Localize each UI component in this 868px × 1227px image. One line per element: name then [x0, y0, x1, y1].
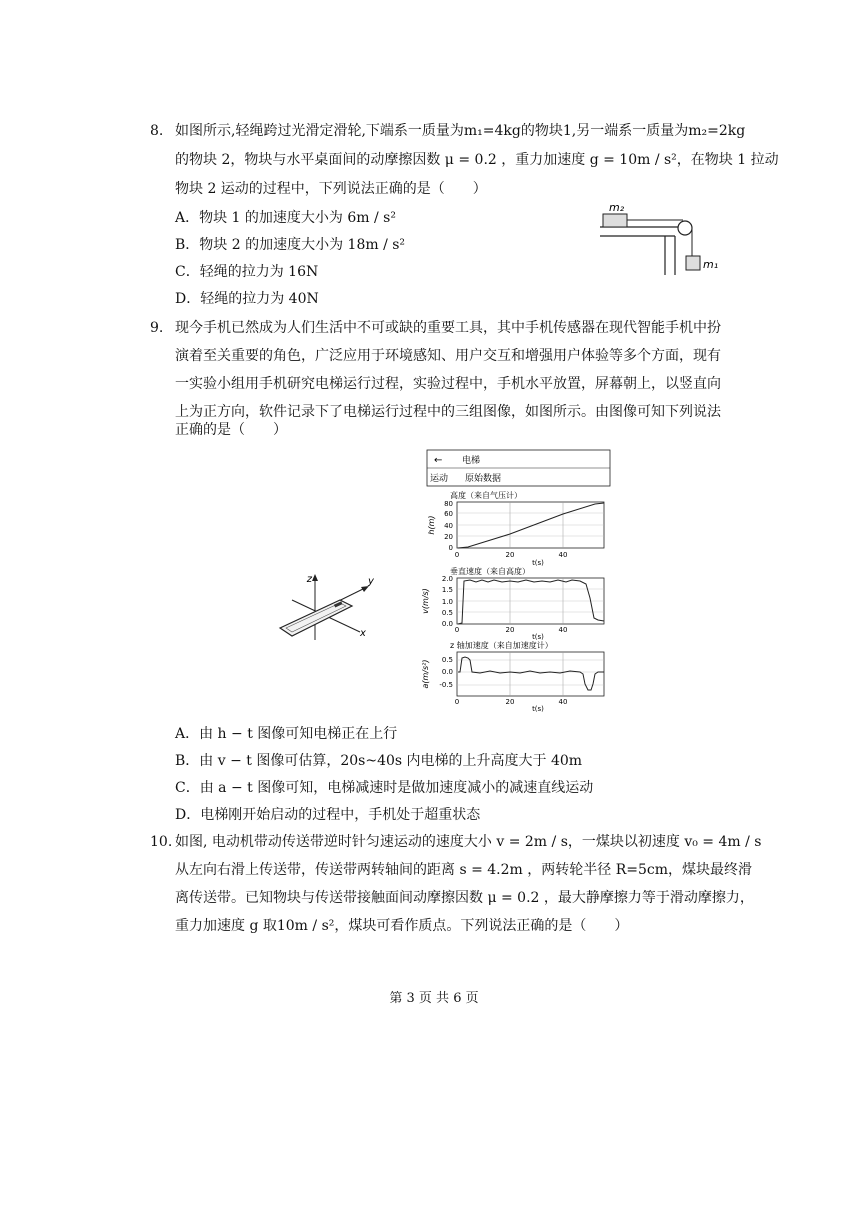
q8-line-3: 物块 2 运动的过程中，下列说法正确的是（ ） — [175, 181, 487, 197]
chart2-ytick-2.0: 2.0 — [441, 575, 453, 583]
axis-z-label: z — [306, 574, 312, 585]
page-footer: 第 3 页 共 6 页 — [389, 991, 479, 1006]
q8-option-b: B．物块 2 的加速度大小为 18m / s² — [175, 237, 406, 253]
app-title: 电梯 — [462, 456, 481, 466]
chart2-xtick-40: 40 — [558, 626, 568, 634]
tab-motion: 运动 — [430, 474, 449, 484]
q8-option-c: C．轻绳的拉力为 16N — [175, 264, 319, 280]
chart3-title: z 轴加速度（来自加速度计） — [450, 641, 553, 650]
chart3-xlabel: t(s) — [532, 705, 544, 713]
label-m2: m₂ — [609, 201, 625, 214]
label-m1: m₁ — [703, 258, 719, 271]
q9-line-5: 正确的是（ ） — [175, 422, 287, 438]
q9-option-b: B．由 v − t 图像可估算，20s~40s 内电梯的上升高度大于 40m — [175, 753, 583, 769]
elevator-app-figure — [410, 448, 615, 716]
q8-line-2: 的物块 2，物块与水平桌面间的动摩擦因数 μ = 0.2 ，重力加速度 g = 10m / s²，在物块 1 拉动 — [175, 152, 779, 168]
q8-pulley-figure — [585, 200, 725, 280]
q9-line-1: 现今手机已然成为人们生活中不可或缺的重要工具，其中手机传感器在现代智能手机中扮 — [175, 320, 721, 336]
q9-number: 9. — [150, 320, 164, 336]
block-m1 — [686, 256, 700, 270]
q10-line-4: 重力加速度 g 取10m / s²，煤块可看作质点。下列说法正确的是（ ） — [175, 918, 629, 934]
block-m2 — [603, 214, 627, 227]
chart2-ylabel: v(m/s) — [421, 588, 430, 614]
q9-line-3: 一实验小组用手机研究电梯运行过程，实验过程中，手机水平放置，屏幕朝上，以竖直向 — [175, 376, 721, 392]
back-arrow-icon: ← — [434, 455, 443, 466]
axis-y-label: y — [368, 576, 374, 587]
q10-number: 10. — [150, 834, 173, 850]
q9-option-a: A．由 h − t 图像可知电梯正在上行 — [175, 726, 398, 742]
chart1-ylabel: h(m) — [427, 515, 436, 535]
chart3-ytick--0.5: -0.5 — [439, 681, 453, 689]
chart2-ytick-0.0: 0.0 — [441, 620, 453, 628]
chart1-ytick-60: 60 — [444, 510, 453, 518]
q9-line-4: 上为正方向，软件记录下了电梯运行过程中的三组图像，如图所示。由图像可知下列说法 — [175, 404, 721, 420]
q8-option-a: A．物块 1 的加速度大小为 6m / s² — [175, 210, 396, 226]
chart1-ytick-20: 20 — [444, 533, 453, 541]
chart1-ytick-0: 0 — [448, 544, 453, 552]
q8-line-1: 如图所示,轻绳跨过光滑定滑轮,下端系一质量为m₁=4kg的物块1,另一端系一质量为m₂=2kg — [175, 123, 746, 139]
chart2-title: 垂直速度（来自高度） — [450, 567, 530, 576]
tab-raw-data: 原始数据 — [465, 474, 502, 484]
chart3-xtick-40: 40 — [558, 698, 568, 706]
chart3-ytick-0.0: 0.0 — [441, 668, 453, 676]
chart1-xtick-20: 20 — [505, 551, 515, 559]
phone-axes-figure — [270, 570, 390, 650]
chart2-xlabel: t(s) — [532, 633, 544, 641]
q9-line-2: 演着至关重要的角色，广泛应用于环境感知、用户交互和增强用户体验等多个方面，现有 — [175, 348, 721, 364]
q8-number: 8. — [150, 123, 164, 139]
pulley — [678, 221, 692, 235]
phone-icon — [280, 600, 352, 636]
chart3-xtick-0: 0 — [454, 698, 460, 706]
chart2-ytick-1.5: 1.5 — [441, 586, 453, 594]
q10-line-1: 如图, 电动机带动传送带逆时针匀速运动的速度大小 v = 2m / s，一煤块以初速度 v₀ = 4m / s — [175, 834, 762, 850]
q8-option-d: D．轻绳的拉力为 40N — [175, 291, 319, 307]
chart2-xtick-20: 20 — [505, 626, 515, 634]
q9-option-d: D．电梯刚开始启动的过程中，手机处于超重状态 — [175, 807, 481, 823]
chart1-ytick-40: 40 — [444, 522, 453, 530]
q9-option-c: C．由 a − t 图像可知，电梯减速时是做加速度减小的减速直线运动 — [175, 780, 594, 796]
chart3-ytick-0.5: 0.5 — [441, 656, 453, 664]
chart2-ytick-0.5: 0.5 — [441, 609, 453, 617]
chart1-title: 高度（来自气压计） — [450, 491, 522, 500]
q10-line-2: 从左向右滑上传送带，传送带两转轴间的距离 s = 4.2m ，两转轮半径 R=5cm，煤块最终滑 — [175, 862, 752, 878]
q10-line-3: 离传送带。已知物块与传送带接触面间动摩擦因数 μ = 0.2 ，最大静摩擦力等于滑动摩擦力， — [175, 890, 754, 906]
chart1-xtick-0: 0 — [454, 551, 460, 559]
axis-x-label: x — [360, 628, 366, 639]
chart1-xtick-40: 40 — [558, 551, 568, 559]
chart2-ytick-1.0: 1.0 — [441, 598, 453, 606]
chart3-xtick-20: 20 — [505, 698, 515, 706]
chart3-ylabel: a(m/s²) — [421, 659, 430, 689]
chart1-ytick-80: 80 — [444, 500, 453, 508]
chart2-xtick-0: 0 — [454, 626, 460, 634]
chart1-xlabel: t(s) — [532, 559, 544, 567]
